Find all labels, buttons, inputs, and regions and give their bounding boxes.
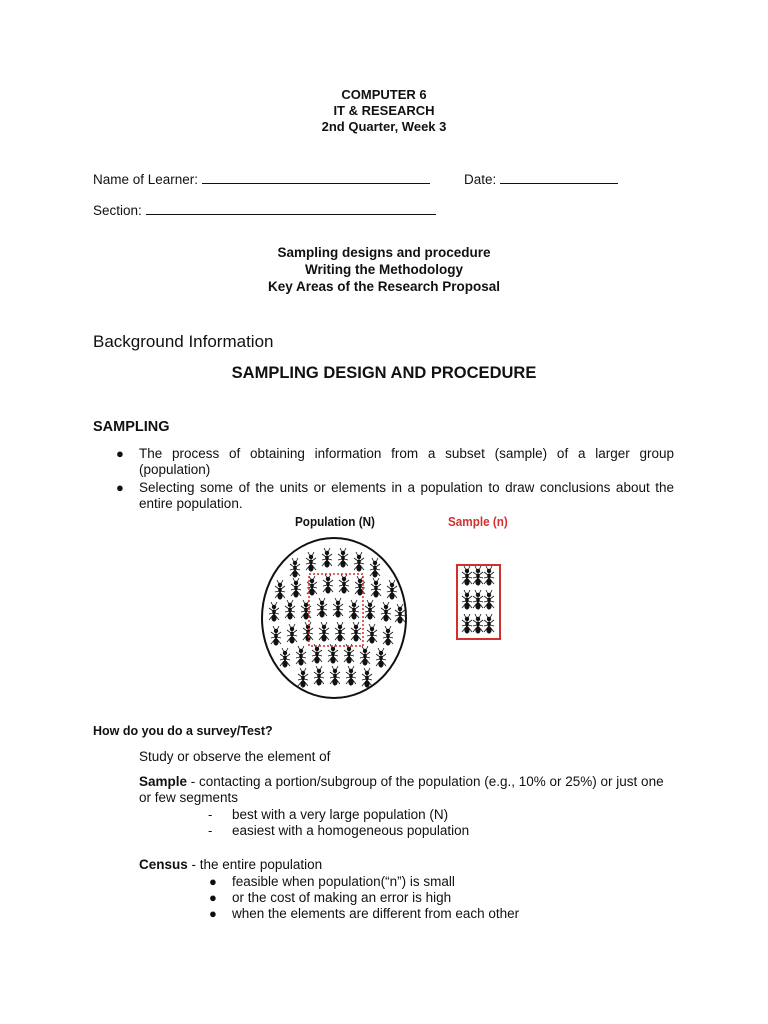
quarter-week: 2nd Quarter, Week 3	[321, 119, 447, 134]
population-label: Population (N)	[295, 514, 375, 529]
survey-intro: Study or observe the element of	[139, 749, 331, 764]
dash-marker: -	[208, 807, 213, 822]
topic-2: Writing the Methodology	[305, 262, 463, 277]
bullet-dot: ●	[209, 890, 217, 905]
bullet-dot: ●	[116, 446, 124, 461]
sample-term: Sample	[139, 774, 188, 789]
name-field	[93, 171, 430, 188]
sample-label: Sample (n)	[448, 514, 508, 529]
census-definition	[139, 857, 322, 873]
sample-point-1-text: best with a very large population (N)	[232, 807, 449, 822]
sample-box	[457, 565, 500, 639]
section-label: Section:	[93, 203, 142, 218]
sampling-bullet-1	[116, 446, 674, 480]
census-point-3-text: when the elements are different from each other	[232, 906, 520, 921]
sampling-bullet-2-text: Selecting some of the units or elements in a population to draw conclusions about the entire population.	[139, 480, 674, 511]
sampling-bullet-1-text: The process of obtaining information from a subset (sample) of a larger group (population)	[139, 446, 674, 477]
background-heading: Background Information	[93, 332, 274, 351]
census-point-1-text: feasible when population(“n”) is small	[232, 874, 455, 889]
sampling-bullet-2	[116, 480, 674, 514]
dash-marker: -	[208, 823, 213, 838]
census-term: Census	[139, 857, 188, 872]
section-field	[93, 202, 436, 219]
bullet-dot: ●	[209, 906, 217, 921]
topic-1: Sampling designs and procedure	[277, 245, 491, 260]
census-point-2-text: or the cost of making an error is high	[232, 890, 452, 905]
date-blank	[500, 171, 618, 184]
sample-definition	[139, 774, 675, 806]
survey-question: How do you do a survey/Test?	[93, 724, 273, 738]
date-label: Date:	[464, 172, 497, 187]
name-blank	[202, 171, 430, 184]
name-label: Name of Learner:	[93, 172, 199, 187]
sample-def-text: - contacting a portion/subgroup of the population (e.g., 10% or 25%) or just one or few segments	[139, 774, 664, 805]
census-def-text: - the entire population	[187, 857, 323, 872]
course-title: COMPUTER 6	[341, 87, 427, 102]
main-heading: SAMPLING DESIGN AND PROCEDURE	[231, 364, 537, 382]
bullet-dot: ●	[116, 480, 124, 495]
bullet-dot: ●	[209, 874, 217, 889]
date-field	[464, 171, 618, 188]
population-sample-illustration	[255, 534, 515, 700]
sampling-heading: SAMPLING	[93, 419, 170, 435]
subject-title: IT & RESEARCH	[333, 103, 435, 118]
sample-point-2-text: easiest with a homogeneous population	[232, 823, 470, 838]
section-blank	[146, 202, 436, 215]
topic-3: Key Areas of the Research Proposal	[267, 279, 501, 294]
